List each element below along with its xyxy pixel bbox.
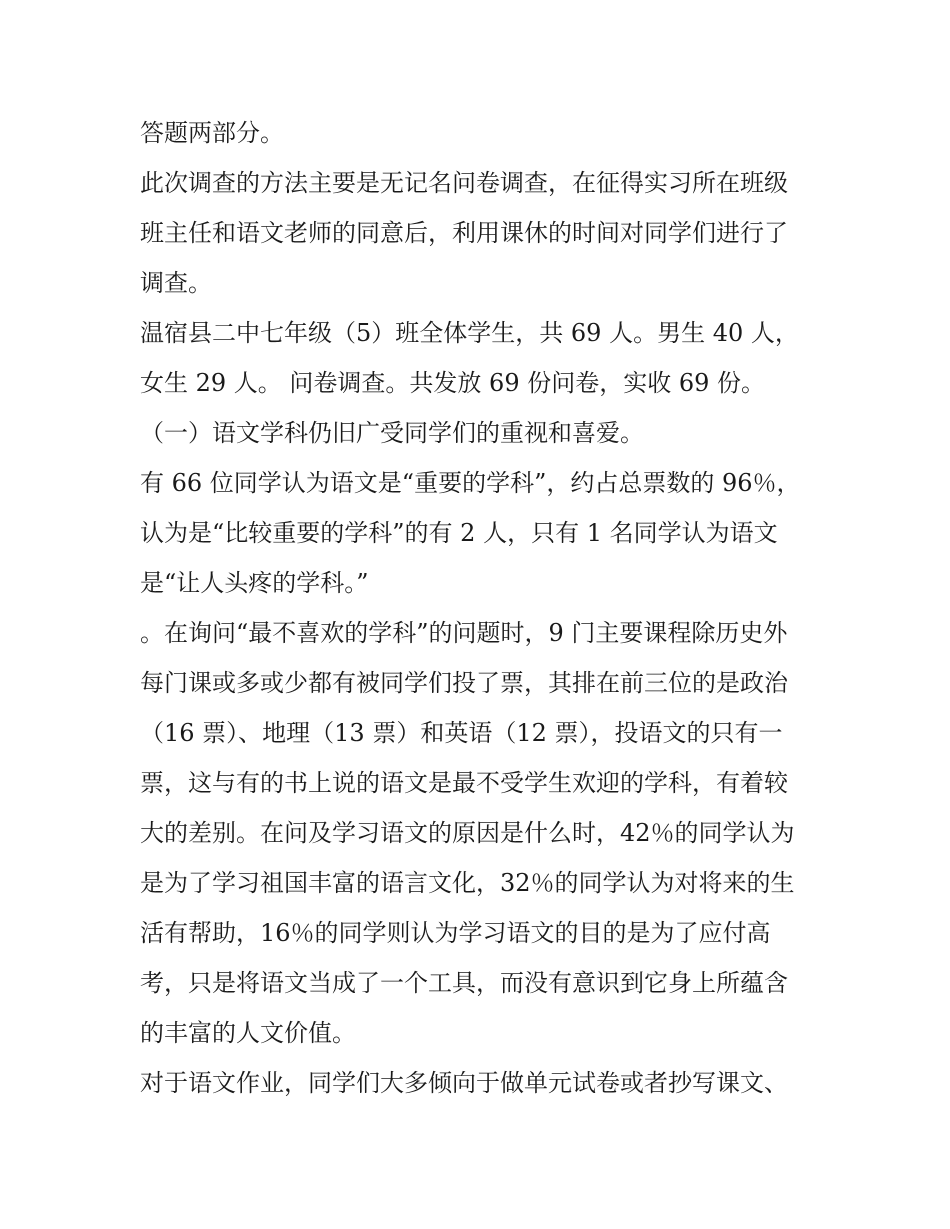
text-line: 是“让人头疼的学科。” xyxy=(140,569,369,597)
document-body xyxy=(140,108,830,1108)
text-line: 班主任和语文老师的同意后，利用课休的时间对同学们进行了 xyxy=(140,219,788,247)
text-line: 认为是“比较重要的学科”的有 2 人，只有 1 名同学认为语文 xyxy=(140,519,778,547)
text-line: 活有帮助，16％的同学则认为学习语文的目的是为了应付高 xyxy=(140,919,771,947)
text-line: 大的差别。在问及学习语文的原因是什么时，42％的同学认为 xyxy=(140,819,795,847)
text-line: 调查。 xyxy=(140,269,212,297)
text-line: 。在询问“最不喜欢的学科”的问题时，9 门主要课程除历史外 xyxy=(140,619,788,647)
text-line: 女生 29 人。 问卷调查。共发放 69 份问卷，实收 69 份。 xyxy=(140,369,766,397)
text-line: （16 票）、地理（13 票）和英语（12 票），投语文的只有一 xyxy=(140,719,783,747)
text-line: 的丰富的人文价值。 xyxy=(140,1019,356,1047)
text-line: 此次调查的方法主要是无记名问卷调查，在征得实习所在班级 xyxy=(140,169,788,197)
text-line: 答题两部分。 xyxy=(140,119,284,147)
text-line: 温宿县二中七年级（5）班全体学生，共 69 人。男生 40 人， xyxy=(140,319,799,347)
text-line: 对于语文作业，同学们大多倾向于做单元试卷或者抄写课文、 xyxy=(140,1069,788,1097)
text-line: 是为了学习祖国丰富的语言文化，32％的同学认为对将来的生 xyxy=(140,869,795,897)
section-heading: （一）语文学科仍旧广受同学们的重视和喜爱。 xyxy=(140,419,644,447)
text-line: 考，只是将语文当成了一个工具，而没有意识到它身上所蕴含 xyxy=(140,969,788,997)
text-line: 有 66 位同学认为语文是“重要的学科”，约占总票数的 96％， xyxy=(140,469,801,497)
text-line: 每门课或多或少都有被同学们投了票，其排在前三位的是政治 xyxy=(140,669,788,697)
text-line: 票，这与有的书上说的语文是最不受学生欢迎的学科，有着较 xyxy=(140,769,788,797)
